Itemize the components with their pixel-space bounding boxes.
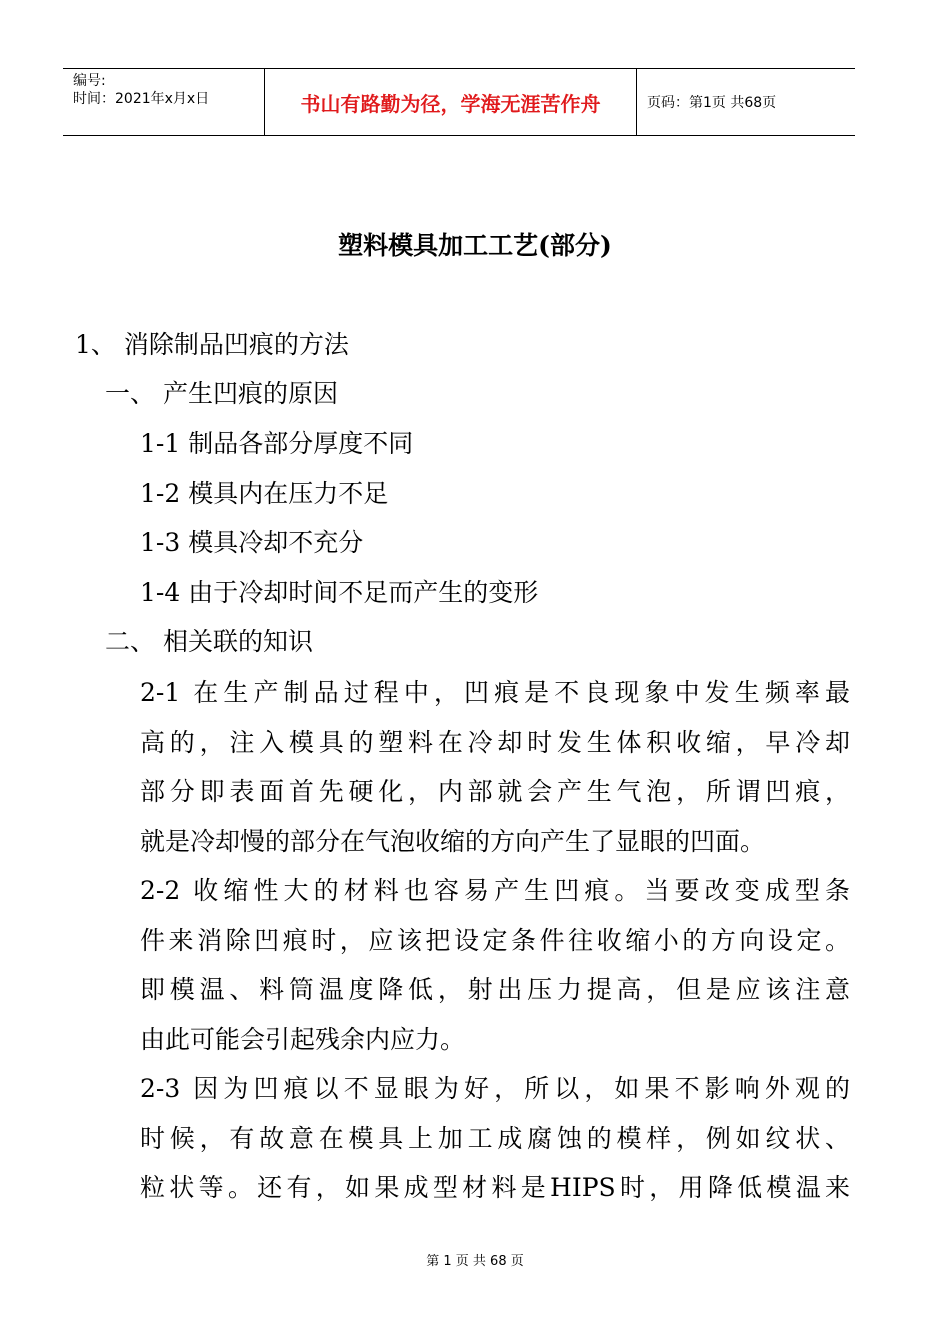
paragraph-2-1	[140, 668, 850, 866]
header-meta	[63, 69, 265, 135]
paragraph-line: 粒状等。还有，如果成型材料是HIPS时，用降低模温来	[140, 1173, 850, 1203]
paragraph-2-2	[140, 866, 850, 1064]
paragraph-line: 即模温、料筒温度降低，射出压力提高，但是应该注意	[140, 975, 850, 1005]
paragraph-line: 2-2 收缩性大的材料也容易产生凹痕。当要改变成型条	[140, 876, 850, 905]
time-label: 时间：2021年x月x日	[73, 91, 210, 107]
paragraph-line: 2-3 因为凹痕以不显眼为好，所以，如果不影响外观的	[140, 1074, 850, 1103]
list-item: 1-4 由于冷却时间不足而产生的变形	[140, 578, 539, 607]
header-motto: 书山有路勤为径，学海无涯苦作舟	[265, 69, 637, 135]
paragraph-line: 时候，有故意在模具上加工成腐蚀的模样，例如纹状、	[140, 1123, 850, 1153]
subsection-heading: 二、 相关联的知识	[105, 627, 313, 656]
number-label: 编号:	[73, 73, 106, 89]
list-item: 1-2 模具内在压力不足	[140, 479, 389, 508]
header-page-info: 页码：第1页 共68页	[647, 95, 777, 111]
document-title: 塑料模具加工工艺(部分)	[338, 231, 612, 260]
paragraph-line: 由此可能会引起残余内应力。	[140, 1024, 466, 1054]
page-header	[63, 68, 855, 136]
paragraph-line: 部分即表面首先硬化，内部就会产生气泡，所谓凹痕，	[140, 777, 850, 807]
paragraph-line: 就是冷却慢的部分在气泡收缩的方向产生了显眼的凹面。	[140, 826, 766, 856]
subsection-heading: 一、 产生凹痕的原因	[105, 379, 338, 408]
page-footer: 第 1 页 共 68 页	[426, 1254, 524, 1269]
paragraph-line: 高的，注入模具的塑料在冷却时发生体积收缩，早冷却	[140, 727, 850, 757]
list-item: 1-1 制品各部分厚度不同	[140, 429, 414, 458]
paragraph-2-3	[140, 1064, 850, 1213]
section-heading: 1、 消除制品凹痕的方法	[75, 330, 349, 359]
paragraph-line: 件来消除凹痕时，应该把设定条件往收缩小的方向设定。	[140, 925, 850, 955]
paragraph-line: 2-1 在生产制品过程中，凹痕是不良现象中发生频率最	[140, 678, 850, 707]
list-item: 1-3 模具冷却不充分	[140, 528, 364, 557]
